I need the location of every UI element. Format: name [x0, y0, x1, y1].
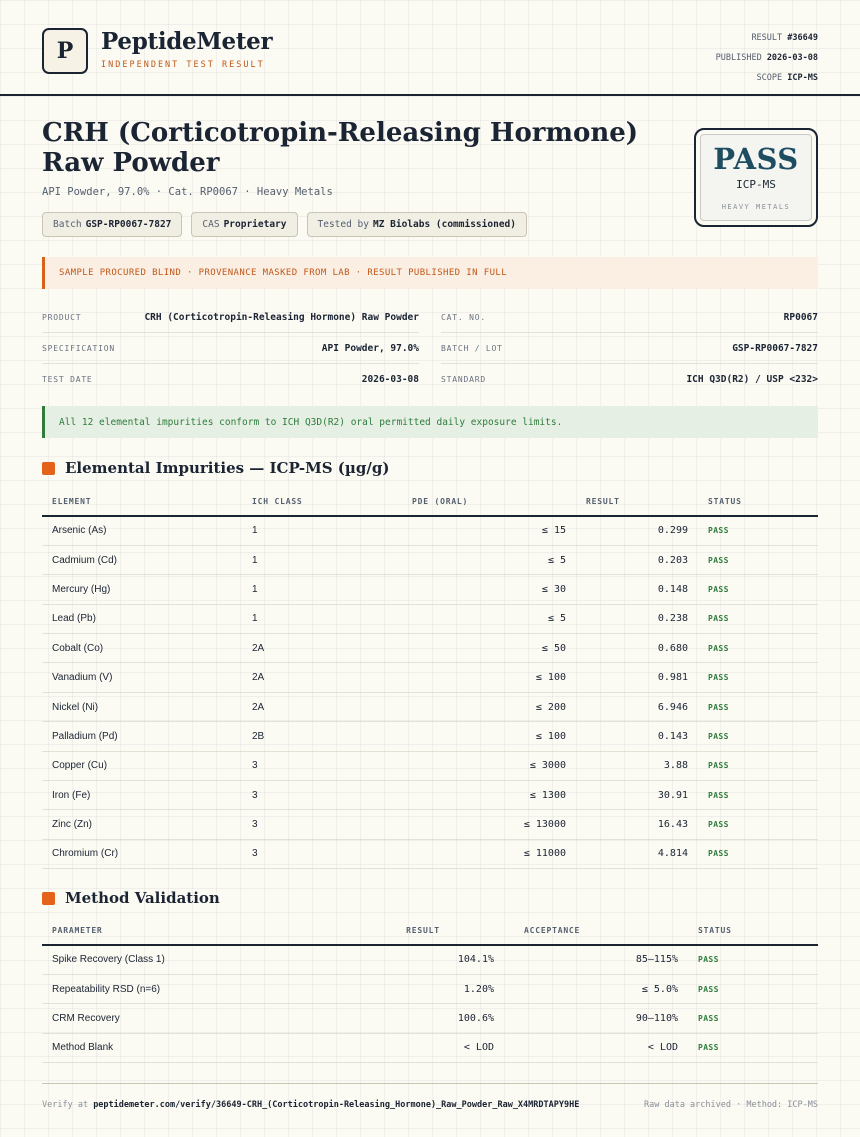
col-result: RESULT — [292, 917, 504, 945]
impurities-table — [42, 488, 818, 869]
result-cell: 6.946 — [576, 692, 698, 721]
element-cell: Lead (Pb) — [42, 604, 242, 633]
element-cell: Iron (Fe) — [42, 781, 242, 810]
pde-cell: ≤ 200 — [402, 692, 576, 721]
element-cell: Copper (Cu) — [42, 751, 242, 780]
ich-class-cell: 3 — [242, 810, 402, 839]
status-badge: PASS — [688, 945, 818, 974]
stamp-method: ICP-MS — [736, 178, 776, 191]
ich-class-cell: 2A — [242, 663, 402, 692]
status-badge: PASS — [698, 839, 818, 868]
parameter-cell: Repeatability RSD (n=6) — [42, 974, 292, 1003]
info-label: TEST DATE — [42, 375, 93, 384]
table-row — [42, 545, 818, 574]
element-cell: Palladium (Pd) — [42, 722, 242, 751]
col-result: RESULT — [576, 488, 698, 516]
col-status: STATUS — [698, 488, 818, 516]
info-row-test-date — [42, 364, 419, 395]
element-cell: Cobalt (Co) — [42, 634, 242, 663]
table-row — [42, 945, 818, 974]
result-cell: 0.981 — [576, 663, 698, 692]
info-right — [441, 302, 818, 395]
result-label: RESULT — [751, 33, 783, 43]
table-row — [42, 575, 818, 604]
status-badge: PASS — [698, 545, 818, 574]
status-badge: PASS — [688, 1004, 818, 1033]
status-badge: PASS — [698, 575, 818, 604]
validation-heading — [42, 889, 220, 907]
blind-sample-banner: SAMPLE PROCURED BLIND · PROVENANCE MASKED FROM LAB · RESULT PUBLISHED IN FULL — [42, 257, 818, 289]
ich-class-cell: 2A — [242, 634, 402, 663]
result-cell: < LOD — [292, 1033, 504, 1062]
table-row — [42, 516, 818, 545]
stamp-verdict: PASS — [713, 142, 799, 176]
acceptance-cell: < LOD — [504, 1033, 688, 1062]
info-value: GSP-RP0067-7827 — [732, 342, 818, 354]
info-value: RP0067 — [783, 311, 818, 323]
pde-cell: ≤ 50 — [402, 634, 576, 663]
scope-value: ICP-MS — [787, 73, 818, 83]
batch-chip — [42, 212, 182, 237]
status-badge: PASS — [688, 1033, 818, 1062]
status-badge: PASS — [698, 604, 818, 633]
product-subtitle: API Powder, 97.0% · Cat. RP0067 · Heavy Metals — [42, 186, 333, 198]
validation-table — [42, 917, 818, 1063]
stamp-category: HEAVY METALS — [721, 203, 791, 211]
section-marker-icon — [42, 892, 55, 905]
info-value: ICH Q3D(R2) / USP <232> — [686, 374, 818, 385]
result-cell: 0.143 — [576, 722, 698, 751]
table-row — [42, 604, 818, 633]
info-label: STANDARD — [441, 375, 486, 384]
product-title: CRH (Corticotropin-Releasing Hormone) Raw Powder — [42, 118, 639, 178]
status-badge: PASS — [698, 692, 818, 721]
published-label: PUBLISHED — [715, 53, 762, 63]
report-meta — [716, 28, 818, 88]
section-title: Elemental Impurities — ICP-MS (µg/g) — [65, 459, 390, 477]
impurities-heading — [42, 459, 389, 477]
table-row — [42, 810, 818, 839]
table-row — [42, 692, 818, 721]
product-chips — [42, 212, 527, 237]
pde-cell: ≤ 5 — [402, 545, 576, 574]
table-row — [42, 634, 818, 663]
verify-link[interactable]: peptidemeter.com/verify/36649-CRH_(Corticotropin-Releasing_Hormone)_Raw_Powder_Raw_X4MRDTAPY9HE — [93, 1100, 580, 1110]
parameter-cell: Spike Recovery (Class 1) — [42, 945, 292, 974]
logo-mark: P — [42, 28, 88, 74]
verify-prefix: Verify at — [42, 1100, 89, 1110]
chip-label: CAS — [202, 219, 220, 230]
chip-label: Tested by — [317, 219, 369, 230]
result-cell: 16.43 — [576, 810, 698, 839]
table-header-row — [42, 917, 818, 945]
acceptance-cell: 90–110% — [504, 1004, 688, 1033]
col-element: ELEMENT — [42, 488, 242, 516]
result-cell: 0.680 — [576, 634, 698, 663]
info-row-product — [42, 302, 419, 333]
ich-class-cell: 1 — [242, 604, 402, 633]
chip-value: GSP-RP0067-7827 — [85, 219, 172, 230]
ich-class-cell: 3 — [242, 839, 402, 868]
pde-cell: ≤ 100 — [402, 722, 576, 751]
result-cell: 3.88 — [576, 751, 698, 780]
status-badge: PASS — [698, 810, 818, 839]
pde-cell: ≤ 5 — [402, 604, 576, 633]
info-value: CRH (Corticotropin-Releasing Hormone) Raw Powder — [144, 311, 419, 323]
result-cell: 0.299 — [576, 516, 698, 545]
info-label: SPECIFICATION — [42, 343, 116, 353]
element-cell: Mercury (Hg) — [42, 575, 242, 604]
chip-label: Batch — [53, 219, 82, 230]
element-cell: Nickel (Ni) — [42, 692, 242, 721]
status-badge: PASS — [698, 634, 818, 663]
result-cell: 30.91 — [576, 781, 698, 810]
parameter-cell: CRM Recovery — [42, 1004, 292, 1033]
pde-cell: ≤ 100 — [402, 663, 576, 692]
verify-line — [42, 1100, 579, 1110]
element-cell: Cadmium (Cd) — [42, 545, 242, 574]
status-badge: PASS — [698, 751, 818, 780]
ich-class-cell: 1 — [242, 575, 402, 604]
pde-cell: ≤ 1300 — [402, 781, 576, 810]
info-row-batch — [441, 333, 818, 364]
section-title: Method Validation — [65, 889, 220, 907]
element-cell: Arsenic (As) — [42, 516, 242, 545]
pde-cell: ≤ 3000 — [402, 751, 576, 780]
info-label: BATCH / LOT — [441, 343, 503, 353]
pde-cell: ≤ 13000 — [402, 810, 576, 839]
table-header-row — [42, 488, 818, 516]
result-cell: 1.20% — [292, 974, 504, 1003]
col-pde: PDE (ORAL) — [402, 488, 576, 516]
status-badge: PASS — [688, 974, 818, 1003]
section-marker-icon — [42, 462, 55, 475]
status-badge: PASS — [698, 781, 818, 810]
table-row — [42, 663, 818, 692]
pass-stamp — [694, 128, 818, 227]
status-badge: PASS — [698, 663, 818, 692]
result-cell: 104.1% — [292, 945, 504, 974]
ich-class-cell: 3 — [242, 751, 402, 780]
pde-cell: ≤ 15 — [402, 516, 576, 545]
table-row — [42, 781, 818, 810]
ich-class-cell: 1 — [242, 545, 402, 574]
ich-class-cell: 2B — [242, 722, 402, 751]
chip-value: Proprietary — [223, 219, 287, 230]
report-footer — [42, 1083, 818, 1110]
info-value: API Powder, 97.0% — [321, 342, 419, 354]
archive-note: Raw data archived · Method: ICP-MS — [644, 1100, 818, 1110]
cas-chip — [191, 212, 297, 237]
info-row-standard — [441, 364, 818, 395]
table-row — [42, 1033, 818, 1062]
info-label: PRODUCT — [42, 312, 82, 322]
status-badge: PASS — [698, 516, 818, 545]
ich-class-cell: 3 — [242, 781, 402, 810]
published-date: 2026-03-08 — [766, 53, 818, 63]
pde-cell: ≤ 30 — [402, 575, 576, 604]
ich-class-cell: 1 — [242, 516, 402, 545]
acceptance-cell: ≤ 5.0% — [504, 974, 688, 1003]
table-row — [42, 1004, 818, 1033]
result-cell: 0.148 — [576, 575, 698, 604]
info-label: CAT. NO. — [441, 312, 486, 322]
pde-cell: ≤ 11000 — [402, 839, 576, 868]
col-parameter: PARAMETER — [42, 917, 292, 945]
info-left — [42, 302, 419, 395]
acceptance-cell: 85–115% — [504, 945, 688, 974]
conformance-note: All 12 elemental impurities conform to ICH Q3D(R2) oral permitted daily exposure limits. — [42, 406, 818, 438]
result-cell: 0.238 — [576, 604, 698, 633]
result-cell: 100.6% — [292, 1004, 504, 1033]
table-row — [42, 751, 818, 780]
col-acceptance: ACCEPTANCE — [504, 917, 688, 945]
table-row — [42, 722, 818, 751]
element-cell: Vanadium (V) — [42, 663, 242, 692]
tested-by-chip — [307, 212, 527, 237]
info-value: 2026-03-08 — [361, 374, 419, 385]
element-cell: Zinc (Zn) — [42, 810, 242, 839]
col-status: STATUS — [688, 917, 818, 945]
brand-name: PeptideMeter — [101, 28, 273, 55]
table-row — [42, 839, 818, 868]
info-row-specification — [42, 333, 419, 364]
element-cell: Chromium (Cr) — [42, 839, 242, 868]
result-cell: 4.814 — [576, 839, 698, 868]
status-badge: PASS — [698, 722, 818, 751]
table-row — [42, 974, 818, 1003]
result-cell: 0.203 — [576, 545, 698, 574]
ich-class-cell: 2A — [242, 692, 402, 721]
col-ich-class: ICH CLASS — [242, 488, 402, 516]
chip-value: MZ Biolabs (commissioned) — [372, 219, 516, 230]
info-row-cat-no — [441, 302, 818, 333]
result-id: #36649 — [787, 33, 818, 43]
report-header — [0, 0, 860, 96]
brand-tagline: INDEPENDENT TEST RESULT — [101, 60, 265, 70]
parameter-cell: Method Blank — [42, 1033, 292, 1062]
scope-label: SCOPE — [756, 73, 783, 83]
